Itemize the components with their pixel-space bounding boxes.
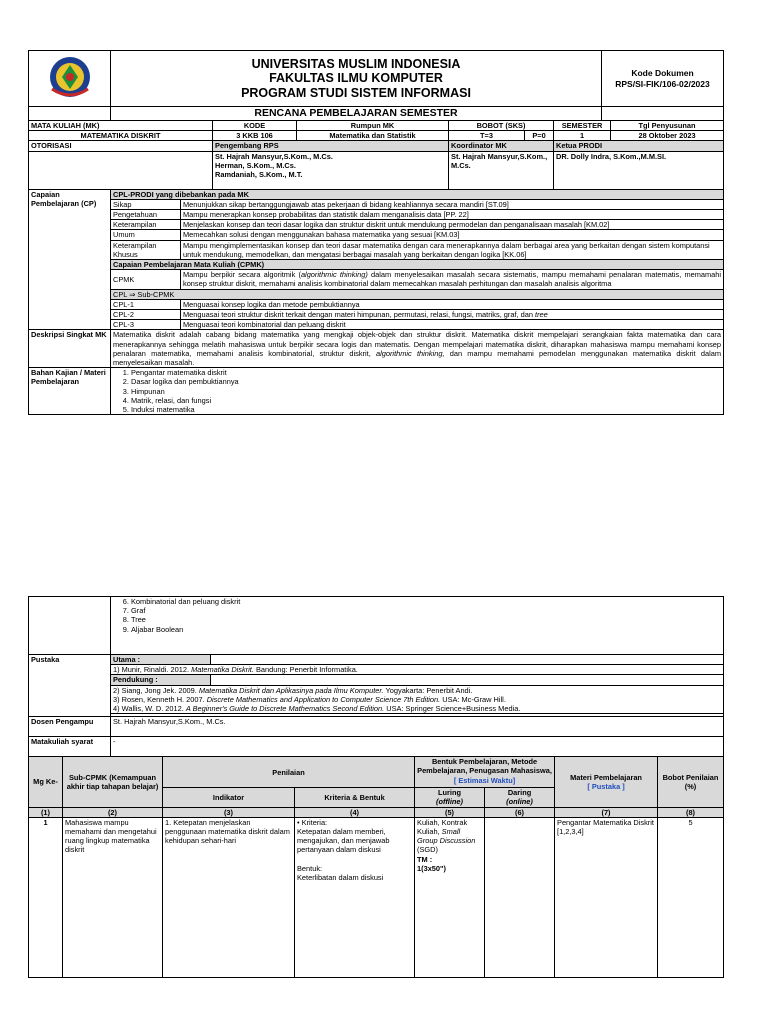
list-item: 7. Graf bbox=[131, 606, 721, 615]
col-daring bbox=[485, 788, 555, 807]
pustaka-entry bbox=[111, 695, 724, 704]
row-materi: Pengantar Matematika Diskrit [1,2,3,4] bbox=[555, 817, 658, 977]
pustaka-header: [ Pustaka ] bbox=[587, 781, 625, 791]
document-title: RENCANA PEMBELAJARAN SEMESTER bbox=[111, 107, 602, 121]
koordinator-name bbox=[449, 151, 554, 189]
cpmk-label: CPMK bbox=[111, 270, 181, 289]
cpmk-text-a: Mampu berpikir secara algoritmik ( bbox=[183, 270, 301, 280]
ketua-name: DR. Dolly Indra, S.Kom.,M.M.SI. bbox=[554, 151, 724, 189]
col-number: (3) bbox=[163, 807, 295, 817]
cpl-key: Keterampilan Khusus bbox=[111, 240, 181, 259]
cpl-map-key: CPL-2 bbox=[111, 310, 181, 320]
entry-publisher: Bandung: Penerbit Informatika. bbox=[253, 665, 358, 675]
sks-theory: T=3 bbox=[449, 131, 525, 141]
col-materi bbox=[555, 757, 658, 807]
koordinator-1: St. Hajrah Mansyur,S.Kom., bbox=[451, 151, 548, 161]
course-semester: 1 bbox=[554, 131, 611, 141]
cpmk-text-italic: algorithmic thinking) bbox=[300, 270, 368, 280]
rumpun-label: Rumpun MK bbox=[297, 121, 449, 131]
bentuk-text: Keterlibatan dalam diskusi bbox=[297, 872, 384, 882]
list-item: 3. Himpunan bbox=[131, 387, 721, 396]
cpmk-header: Capaian Pembelajaran Mata Kuliah (CPMK) bbox=[111, 260, 724, 270]
luring-sgd: (SGD) bbox=[417, 845, 438, 855]
list-item: 9. Aljabar Boolean bbox=[131, 625, 721, 634]
col-penilaian: Penilaian bbox=[163, 757, 415, 788]
cpl-value: Mampu mengimplementasikan konsep dan teori dasar matematika dengan cara menerapkannya dalam berbagai area yang berkaitan dengan sistem komputansi untuk mendukung, memodelkan, dan mengatasi berbagai masalah yang berkaitan dengan logika [KK.06] bbox=[181, 240, 724, 259]
semester-label: SEMESTER bbox=[554, 121, 611, 131]
cpl-value: Menunjukkan sikap bertanggungjawab atas pekerjaan di bidang keahliannya secara mandiri [ST.09] bbox=[181, 199, 724, 209]
prasyarat-value: - bbox=[111, 737, 724, 757]
cpl-header: CPL-PRODI yang dibebankan pada MK bbox=[111, 189, 724, 199]
daring-header: Daring bbox=[507, 788, 532, 798]
kode-label: KODE bbox=[213, 121, 297, 131]
cpl-map-key: CPL-3 bbox=[111, 320, 181, 330]
cpl-map-key: CPL-1 bbox=[111, 299, 181, 309]
cpl-value: Mampu menerapkan konsep probabilitas dan statistik dalam menganalisis data [PP. 22] bbox=[181, 210, 724, 220]
cpl-map-value: Menguasai teori kombinatorial dan peluang diskrit bbox=[181, 320, 724, 330]
bentuk-header: Bentuk Pembelajaran, Metode Pembelajaran, Penugasan Mahasiswa, bbox=[417, 757, 552, 776]
deskripsi-italic: algorithmic thinking, bbox=[376, 348, 445, 358]
col-number: (1) bbox=[29, 807, 63, 817]
col-mg: Mg Ke- bbox=[29, 757, 63, 807]
bahan-list bbox=[111, 368, 724, 415]
kriteria-text: Ketepatan dalam memberi, mengajukan, dan menjawab pertanyaan dalam diskusi bbox=[297, 827, 390, 855]
schedule-table bbox=[28, 756, 724, 978]
col-number: (6) bbox=[485, 807, 555, 817]
pengembang-label: Pengembang RPS bbox=[213, 141, 449, 151]
col-number: (2) bbox=[63, 807, 163, 817]
entry-text: Siang, Jong Jek. 2009. bbox=[121, 685, 199, 695]
entry-publisher: Yogyakarta: Penerbit Andi. bbox=[383, 685, 473, 695]
prasyarat-label: Matakuliah syarat bbox=[29, 737, 111, 757]
doc-code-label: Kode Dokumen bbox=[631, 67, 694, 78]
col-luring bbox=[415, 788, 485, 807]
cpl-key: Keterampilan bbox=[111, 220, 181, 230]
row-luring bbox=[415, 817, 485, 977]
course-rumpun: Matematika dan Statistik bbox=[297, 131, 449, 141]
cp-table bbox=[28, 189, 724, 331]
rps-page-2 bbox=[28, 596, 723, 978]
ketua-label: Ketua PRODI bbox=[554, 141, 724, 151]
entry-text: Munir, Rinaldi. 2012. bbox=[121, 665, 192, 675]
university-logo bbox=[29, 51, 111, 107]
utama-label: Utama : bbox=[111, 655, 211, 665]
cpmk-text-b: dalam menyelesaikan masalah secara sistematis, mampu memahami penalaran matematis, memamahi konsep struktur diskrit, memahami analisis kombinatorial dalam memecahkan masalah perhitungan dan masalah analisis algoritma bbox=[183, 270, 721, 289]
entry-number: 3) bbox=[113, 694, 120, 704]
cpl-value: Menjelaskan konsep dan teori dasar logika dan struktur diskrit untuk mendukung permodelan dan penganalisaan masalah [KM.02] bbox=[181, 220, 724, 230]
entry-publisher: USA: Mc-Graw Hill. bbox=[440, 694, 506, 704]
col-number: (5) bbox=[415, 807, 485, 817]
cpl-key: Sikap bbox=[111, 199, 181, 209]
otorisasi-label: OTORISASI bbox=[29, 141, 213, 151]
koordinator-label: Koordinator MK bbox=[449, 141, 554, 151]
list-item: 8. Tree bbox=[131, 615, 721, 624]
luring-text: Kuliah, Kontrak Kuliah, bbox=[417, 817, 468, 837]
pengembang-3: Ramdaniah, S.Kom., M.T. bbox=[215, 170, 303, 180]
online-header: (online) bbox=[506, 797, 533, 807]
sks-practice: P=0 bbox=[525, 131, 554, 141]
kriteria-label: • Kriteria: bbox=[297, 817, 328, 827]
entry-text: Rosen, Kenneth H. 2007. bbox=[121, 694, 207, 704]
university-name: UNIVERSITAS MUSLIM INDONESIA bbox=[251, 56, 461, 71]
tgl-label: Tgl Penyusunan bbox=[611, 121, 724, 131]
row-daring bbox=[485, 817, 555, 977]
bahan-list-continued bbox=[111, 597, 724, 655]
cpl-key: Pengetahuan bbox=[111, 210, 181, 220]
koordinator-2: M.Cs. bbox=[451, 160, 471, 170]
pengembang-1: St. Hajrah Mansyur,S.Kom., M.Cs. bbox=[215, 151, 333, 161]
list-item: 4. Matrik, relasi, dan fungsi bbox=[131, 396, 721, 405]
cpl-value: Memecahkan solusi dengan menggunakan bahasa matematika yang sesuai [KM.03] bbox=[181, 230, 724, 240]
list-item: 6. Kombinatorial dan peluang diskrit bbox=[131, 597, 721, 606]
cpl-key: Umum bbox=[111, 230, 181, 240]
pustaka-entry bbox=[111, 685, 724, 695]
bahan-label: Bahan Kajian / Materi Pembelajaran bbox=[29, 368, 111, 415]
institution-title bbox=[111, 51, 602, 107]
bentuk-label: Bentuk: bbox=[297, 863, 323, 873]
bobot-label: BOBOT (SKS) bbox=[449, 121, 554, 131]
entry-title: Discrete Mathematics and Application to Computer Science 7th Edition. bbox=[206, 694, 441, 704]
list-item: 5. Induksi matematika bbox=[131, 405, 721, 414]
col-bentuk bbox=[415, 757, 555, 788]
row-kriteria bbox=[295, 817, 415, 977]
entry-title: Matematika Diskrit dan Aplikasinya pada Ilmu Komputer. bbox=[198, 685, 384, 695]
row-sub-cpmk: Mahasiswa mampu memahami dan mengetahui ruang lingkup matematika diskrit bbox=[63, 817, 163, 977]
program-name: PROGRAM STUDI SISTEM INFORMASI bbox=[241, 85, 471, 100]
offline-header: (offline) bbox=[436, 797, 463, 807]
entry-number: 4) bbox=[113, 704, 120, 714]
col-indikator: Indikator bbox=[163, 788, 295, 807]
col-number: (7) bbox=[555, 807, 658, 817]
luring-italic: Small Group Discussion bbox=[417, 827, 476, 846]
cpl-map-value: Menguasai konsep logika dan metode pembuktiannya bbox=[181, 299, 724, 309]
faculty-name: FAKULTAS ILMU KOMPUTER bbox=[269, 71, 443, 86]
pengembang-2: Herman, S.Kom., M.Cs. bbox=[215, 160, 296, 170]
deskripsi-label: Deskripsi Singkat MK bbox=[29, 330, 111, 368]
dosen-value: St. Hajrah Mansyur,S.Kom., M.Cs. bbox=[111, 717, 724, 737]
cp-label: Capaian Pembelajaran (CP) bbox=[29, 189, 111, 330]
entry-publisher: USA: Springer Science+Business Media. bbox=[384, 704, 521, 714]
pustaka-entry bbox=[111, 665, 724, 675]
pengembang-names bbox=[213, 151, 449, 189]
deskripsi-a: Matematika diskrit adalah cabang bidang matematika yang mengkaji objek-objek dan struktur diskrit. Matematika diskrit mempelajari serangkaian fakta matematika dan cara menerapkannya sehingga melatih mahasiswa untuk berpikir secara logis dan matematis. Dengan mempelajari matematika diskrit, diharapkan mahasiswa mampu memahami konsep penalaran matematika, memahami analisis kombinatorial, struktur diskrit, bbox=[113, 330, 721, 358]
cpl-map-header: CPL ⇒ Sub-CPMK bbox=[111, 289, 724, 299]
row-week: 1 bbox=[29, 817, 63, 977]
col-bobot: Bobot Penilaian (%) bbox=[658, 757, 724, 807]
tm-value: 1(3x50") bbox=[417, 863, 446, 873]
list-item: 2. Dasar logika dan pembuktiannya bbox=[131, 377, 721, 386]
rps-page-1 bbox=[28, 50, 723, 415]
col-number: (8) bbox=[658, 807, 724, 817]
tm-label: TM : bbox=[417, 854, 433, 864]
pustaka-entry bbox=[111, 704, 724, 714]
course-table bbox=[28, 120, 724, 190]
doc-code-cell bbox=[602, 51, 724, 107]
row-indikator: 1. Ketepatan menjelaskan penggunaan matematika diskrit dalam kehidupan sehari-hari bbox=[163, 817, 295, 977]
entry-number: 1) bbox=[113, 665, 120, 675]
cpl-2-text: Menguasai teori struktur diskrit terkait dengan materi himpunan, permutasi, relasi, fungsi, matriks, graf, dan bbox=[183, 310, 536, 320]
doc-code: RPS/SI-FIK/106-02/2023 bbox=[615, 78, 710, 89]
entry-text: Wallis, W. D. 2012. bbox=[121, 704, 186, 714]
header-table bbox=[28, 50, 724, 121]
estimasi-header: [ Estimasi Waktu] bbox=[453, 775, 516, 785]
cpl-2-italic: tree bbox=[535, 310, 548, 320]
dosen-label: Dosen Pengampu bbox=[29, 717, 111, 737]
cpmk-text bbox=[181, 270, 724, 289]
materi-header: Materi Pembelajaran bbox=[570, 772, 642, 782]
table-row bbox=[29, 817, 724, 977]
col-kriteria: Kriteria & Bentuk bbox=[295, 788, 415, 807]
entry-number: 2) bbox=[113, 685, 120, 695]
col-sub-cpmk: Sub-CPMK (Kemampuan akhir tiap tahapan belajar) bbox=[63, 757, 163, 807]
entry-title: Matematika Diskrit. bbox=[191, 665, 254, 675]
deskripsi-b: dan mampu memahami pemodelan menggunakan matematika diskrit dalam menyelesaikan masalah. bbox=[113, 348, 721, 368]
pustaka-label: Pustaka bbox=[29, 655, 111, 717]
list-item: 1. Pengantar matematika diskrit bbox=[131, 368, 721, 377]
row-bobot: 5 bbox=[658, 817, 724, 977]
pendukung-label: Pendukung : bbox=[111, 675, 211, 685]
col-number: (4) bbox=[295, 807, 415, 817]
course-name: MATEMATIKA DISKRIT bbox=[29, 131, 213, 141]
university-logo-icon bbox=[48, 55, 92, 99]
course-code: 3 KKB 106 bbox=[213, 131, 297, 141]
mk-label: MATA KULIAH (MK) bbox=[29, 121, 213, 131]
entry-title: A Beginner's Guide to Discrete Mathematics Second Edition. bbox=[185, 704, 385, 714]
cpl-map-value bbox=[181, 310, 724, 320]
deskripsi-text bbox=[111, 330, 724, 368]
luring-header: Luring bbox=[438, 788, 462, 798]
desc-table bbox=[28, 329, 724, 415]
bahan-continued-table bbox=[28, 596, 724, 757]
course-date: 28 Oktober 2023 bbox=[611, 131, 724, 141]
